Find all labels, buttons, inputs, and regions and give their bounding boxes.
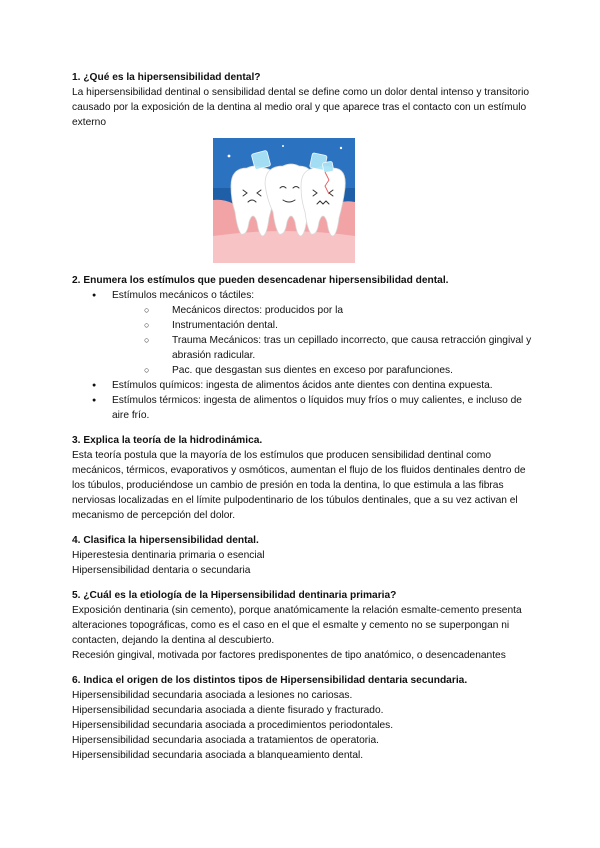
document-page (72, 70, 532, 773)
list-item: ○ Mecánicos directos: producidos por la (158, 303, 532, 318)
question-1-title: 1. ¿Qué es la hipersensibilidad dental? (72, 72, 261, 83)
mechanical-sublist (112, 303, 532, 378)
stimuli-list (72, 288, 532, 423)
question-5-title: 5. ¿Cuál es la etiología de la Hipersensibilidad dentinaria primaria? (72, 590, 397, 601)
stimuli-mechanical: Estímulos mecánicos o táctiles: (112, 290, 255, 301)
list-item: ○ Trauma Mecánicos: tras un cepillado incorrecto, que causa retracción gingival y abrasión radicular. (158, 333, 532, 363)
section-5 (72, 588, 532, 663)
classification-primary: Hiperestesia dentinaria primaria o esencial (72, 550, 265, 561)
stimuli-thermal: ● Estímulos térmicos: ingesta de alimentos o líquidos muy fríos o muy calientes, e incluso de aire frío. (100, 393, 532, 423)
origin-line: Hipersensibilidad secundaria asociada a diente fisurado y fracturado. (72, 705, 384, 716)
list-item (100, 288, 532, 378)
section-2 (72, 273, 532, 423)
section-4 (72, 533, 532, 578)
section-3 (72, 433, 532, 523)
origin-line: Hipersensibilidad secundaria asociada a procedimientos periodontales. (72, 720, 394, 731)
stimuli-chemical: ● Estímulos químicos: ingesta de alimentos ácidos ante dientes con dentina expuesta. (100, 378, 532, 393)
question-3-title: 3. Explica la teoría de la hidrodinámica. (72, 435, 263, 446)
origin-line: Hipersensibilidad secundaria asociada a tratamientos de operatoria. (72, 735, 379, 746)
question-6-title: 6. Indica el origen de los distintos tipos de Hipersensibilidad dentaria secundaria. (72, 675, 468, 686)
question-1-answer: La hipersensibilidad dentinal o sensibilidad dental se define como un dolor dental intenso y transitorio causado por la exposición de la dentina al medio oral y que aparece tras el contacto con un estímulo externo (72, 87, 530, 128)
classification-secondary: Hipersensibilidad dentaria o secundaria (72, 565, 251, 576)
etiology-exposure: Exposición dentinaria (sin cemento), porque anatómicamente la relación esmalte-cemento presenta alteraciones topográficas, como es el caso en el que el esmalte y cemento no se superpongan ni contacten, dejando la dentina al descubierto. (72, 605, 522, 646)
origin-line: Hipersensibilidad secundaria asociada a lesiones no cariosas. (72, 690, 353, 701)
question-3-answer: Esta teoría postula que la mayoría de los estímulos que producen sensibilidad dentinal como mecánicos, térmicos, evaporativos y osmóticos, aumentan el flujo de los fluidos dentinales dentro de los túbulos, produciéndose un cambio de presión en toda la dentina, lo que estimula a las fibras nerviosas localizadas en el límite pulpodentinario de los túbulos dentinales, que a su vez activan el mecanismo de percepción del dolor. (72, 450, 526, 521)
section-6 (72, 673, 532, 763)
origin-line: Hipersensibilidad secundaria asociada a blanqueamiento dental. (72, 750, 364, 761)
section-1 (72, 70, 532, 263)
question-2-title: 2. Enumera los estímulos que pueden desencadenar hipersensibilidad dental. (72, 275, 449, 286)
list-item: ○ Instrumentación dental. (158, 318, 532, 333)
list-item: ○ Pac. que desgastan sus dientes en exceso por parafunciones. (158, 363, 532, 378)
question-4-title: 4. Clasifica la hipersensibilidad dental. (72, 535, 259, 546)
etiology-recession: Recesión gingival, motivada por factores predisponentes de tipo anatómico, o desencadenantes (72, 650, 506, 661)
teeth-illustration (213, 138, 355, 263)
